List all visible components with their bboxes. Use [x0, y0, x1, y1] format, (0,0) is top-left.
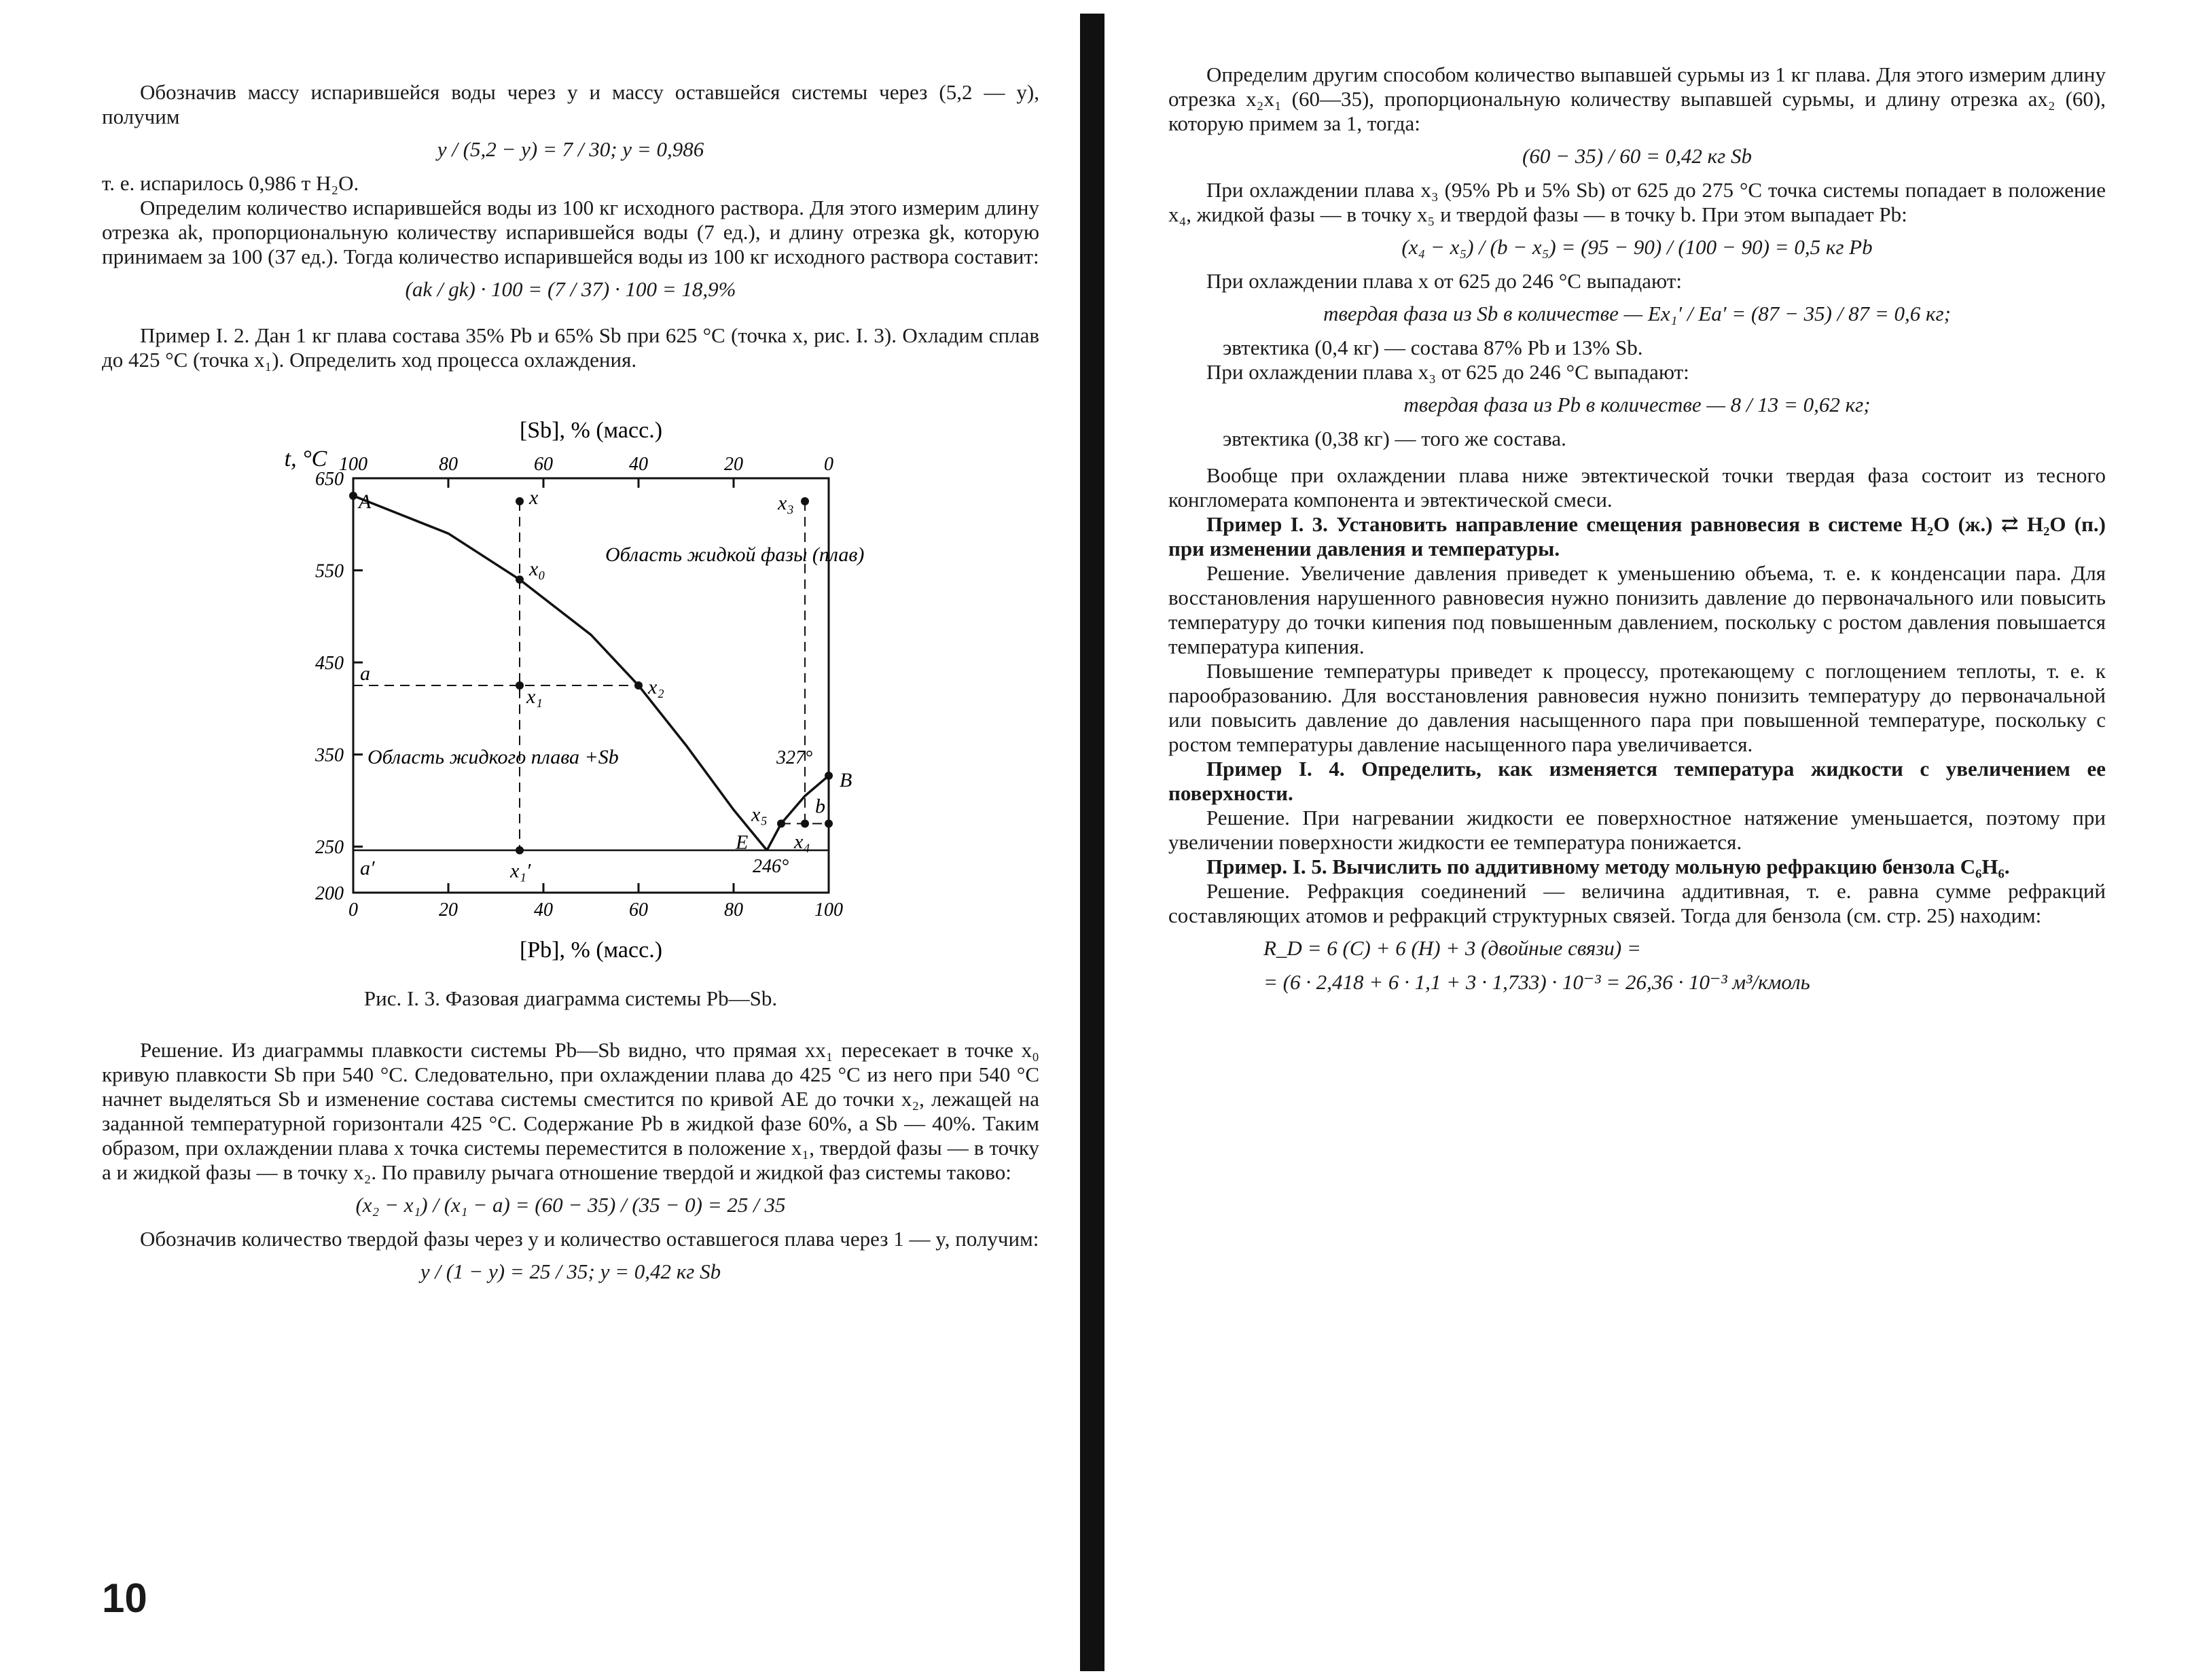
paragraph: т. е. испарилось 0,986 т H₂O. — [102, 171, 359, 195]
point-label: b — [815, 795, 825, 818]
point-label: x — [529, 486, 539, 509]
point-marker — [516, 681, 524, 690]
point-label: A — [359, 490, 372, 513]
x-tick-label: 80 — [724, 899, 743, 921]
point-label: x₄ — [794, 830, 810, 853]
point-marker — [777, 819, 785, 827]
y-axis-label: t, °C — [284, 446, 327, 471]
x2-tick-label: 40 — [629, 454, 648, 475]
formula: (x₂ − x₁) / (x₁ − a) = (60 − 35) / (35 − 0) = 25 / 35 — [355, 1193, 786, 1217]
formula: y / (1 − y) = 25 / 35; y = 0,42 кг Sb — [420, 1259, 721, 1283]
y-tick-label: 200 — [315, 883, 344, 904]
point-label: x₁′ — [510, 859, 531, 882]
point-label: x₅ — [751, 803, 768, 826]
y-tick-label: 450 — [315, 653, 344, 675]
paragraph: При охлаждении плава x₃ от 625 до 246 °C выпадают: — [1206, 360, 1689, 384]
left-page — [0, 0, 1073, 1680]
x-axis-label: [Pb], % (масс.) — [519, 937, 663, 963]
point-marker — [825, 772, 833, 780]
formula: (ak / gk) · 100 = (7 / 37) · 100 = 18,9% — [405, 277, 736, 301]
paragraph: При охлаждении плава x₃ (95% Pb и 5% Sb) от 625 до 275 °C точка системы попадает в положение x₄, жидкой фазы — в точку x₅ и твердой фазы — в точку b. При этом выпадает Pb: — [1168, 178, 2106, 226]
paragraph: Обозначив массу испарившейся воды через y и массу оставшейся системы через (5,2 — y), получим — [102, 80, 1039, 128]
y-tick-label: 250 — [315, 837, 344, 859]
paragraph: Вообще при охлаждении плава ниже эвтектической точки твердая фаза состоит из тесного конгломерата компонента и эвтектической смеси. — [1168, 463, 2106, 512]
figure-caption: Рис. I. 3. Фазовая диаграмма системы Pb—Sb. — [363, 986, 778, 1010]
phase-diagram-figure — [102, 390, 1039, 980]
formula: твердая фаза из Sb в количестве — Ex₁′ / Ea′ = (87 − 35) / 87 = 0,6 кг; — [1323, 302, 1951, 325]
x-tick-label: 0 — [348, 899, 358, 921]
x2-tick-label: 100 — [339, 454, 367, 475]
y-tick-label: 350 — [315, 745, 344, 766]
point-label: x₃ — [778, 491, 794, 514]
point-marker — [825, 819, 833, 827]
example-paragraph: Пример. I. 5. Вычислить по аддитивному методу мольную рефракцию бензола C₆H₆. — [1206, 855, 2010, 878]
region-label-liquid-sb: Область жидкого плава +Sb — [367, 746, 619, 769]
paragraph: эвтектика (0,4 кг) — состава 87% Pb и 13% Sb. — [1223, 336, 1643, 359]
y-tick-label: 550 — [315, 560, 344, 582]
formula: (60 − 35) / 60 = 0,42 кг Sb — [1522, 144, 1752, 168]
solution-paragraph: Решение. Из диаграммы плавкости системы Pb—Sb видно, что прямая xx₁ пересекает в точке x₀ кривую плавкости Sb при 540 °C. Следовательно, при охлаждении плава до 425 °C из него при 540 °C начнет выделяться Sb и изменение состава системы сместится по кривой AE до точки x₂, лежащей на заданной температурной горизонтали 425 °C. Содержание Pb в жидкой фазе 60%, а Sb — 40%. Таким образом, при охлаждении плава x точка системы переместится в положение x₁, твердой фазы — в точку a и жидкой фазы — в точку x₂. По правилу рычага отношение твердой и жидкой фаз системы таково: — [102, 1038, 1039, 1184]
point-label: x₀ — [529, 558, 545, 581]
paragraph: При охлаждении плава x от 625 до 246 °C выпадают: — [1206, 269, 1682, 293]
point-marker — [516, 846, 524, 855]
annotation-327: 327° — [776, 747, 813, 769]
left-page-text — [102, 80, 1039, 1293]
point-label: a — [360, 662, 370, 685]
region-label-liquid: Область жидкой фазы (плав) — [605, 543, 865, 566]
formula: R_D = 6 (C) + 6 (H) + 3 (двойные связи) = — [1263, 936, 1641, 960]
y-tick-label: 650 — [315, 469, 344, 490]
point-marker — [349, 492, 357, 500]
x-tick-label: 40 — [534, 899, 553, 921]
point-label: B — [840, 768, 852, 791]
example-paragraph: Пример I. 4. Определить, как изменяется температура жидкости с увеличением ее поверхности. — [1168, 757, 2106, 805]
point-marker — [634, 681, 643, 690]
x2-tick-label: 20 — [724, 454, 743, 475]
paragraph: Определим количество испарившейся воды из 100 кг исходного раствора. Для этого измерим длину отрезка ak, пропорциональную количеству испарившейся воды (7 ед.), и длину отрезка gk, которую принимаем за 100 (37 ед.). Тогда количество испарившейся воды из 100 кг исходного раствора составит: — [102, 196, 1039, 268]
point-label: x₂ — [648, 676, 664, 698]
x-tick-label: 100 — [814, 899, 843, 921]
right-page — [1107, 0, 2192, 1680]
formula: твердая фаза из Pb в количестве — 8 / 13 = 0,62 кг; — [1403, 393, 1871, 416]
solution-paragraph: Решение. При нагревании жидкости ее поверхностное натяжение уменьшается, поэтому при увеличении поверхности жидкости ее температура понижается. — [1168, 806, 2106, 854]
example-paragraph: Пример I. 3. Установить направление смещения равновесия в системе H₂O (ж.) ⇄ H₂O (п.) при изменении давления и температуры. — [1168, 512, 2106, 560]
paragraph: эвтектика (0,38 кг) — того же состава. — [1223, 427, 1566, 450]
point-label: E — [736, 831, 749, 854]
paragraph: Повышение температуры приведет к процессу, протекающему с поглощением теплоты, т. е. к парообразованию. Для восстановления равновесия нужно понизить температуру до первоначальной или повысить давление до давления насыщенного пара при повышенной температуре, поскольку с ростом температуры давление насыщенного пара увеличивается. — [1168, 659, 2106, 756]
right-page-text — [1168, 62, 2106, 1004]
formula: (x₄ − x₅) / (b − x₅) = (95 − 90) / (100 − 90) = 0,5 кг Pb — [1401, 235, 1873, 259]
paragraph: Определим другим способом количество выпавшей сурьмы из 1 кг плава. Для этого измерим длину отрезка x₂x₁ (60—35), пропорциональную количеству выпавшей сурьмы, и длину отрезка ax₂ (60), которую примем за 1, тогда: — [1168, 62, 2106, 135]
paragraph: Обозначив количество твердой фазы через y и количество оставшегося плава через 1 — y, получим: — [140, 1227, 1039, 1251]
point-marker — [516, 575, 524, 584]
x-tick-label: 20 — [439, 899, 458, 921]
point-label: x₁ — [526, 685, 543, 708]
point-marker — [801, 497, 809, 505]
book-spine — [1080, 14, 1104, 1671]
point-marker — [516, 497, 524, 505]
point-marker — [801, 819, 809, 827]
formula: = (6 · 2,418 + 6 · 1,1 + 3 · 1,733) · 10⁻³ = 26,36 · 10⁻³ м³/кмоль — [1263, 970, 1810, 994]
solution-paragraph: Решение. Рефракция соединений — величина аддитивная, т. е. равна сумме рефракций составляющих атомов и рефракций структурных связей. Тогда для бензола (см. стр. 25) находим: — [1168, 879, 2106, 927]
page-number: 10 — [102, 1575, 147, 1621]
x2-tick-label: 60 — [534, 454, 553, 475]
phase-diagram-chart — [102, 390, 1039, 974]
x2-tick-label: 0 — [824, 454, 833, 475]
annotation-246: 246° — [753, 856, 789, 878]
x2-axis-label: [Sb], % (масс.) — [519, 418, 663, 443]
formula: y / (5,2 − y) = 7 / 30; y = 0,986 — [437, 137, 704, 161]
x2-tick-label: 80 — [439, 454, 458, 475]
example-paragraph: Пример I. 2. Дан 1 кг плава состава 35% Pb и 65% Sb при 625 °C (точка x, рис. I. 3). Охладим сплав до 425 °C (точка x₁). Определить ход процесса охлаждения. — [102, 323, 1039, 372]
solution-paragraph: Решение. Увеличение давления приведет к уменьшению объема, т. е. к конденсации пара. Для восстановления нарушенного равновесия нужно понизить давление до первоначального или повысить температуру до точки кипения под повышенным давлением, поскольку с ростом давления повышается температура кипения. — [1168, 561, 2106, 658]
point-label: a′ — [360, 857, 375, 880]
x-tick-label: 60 — [629, 899, 648, 921]
